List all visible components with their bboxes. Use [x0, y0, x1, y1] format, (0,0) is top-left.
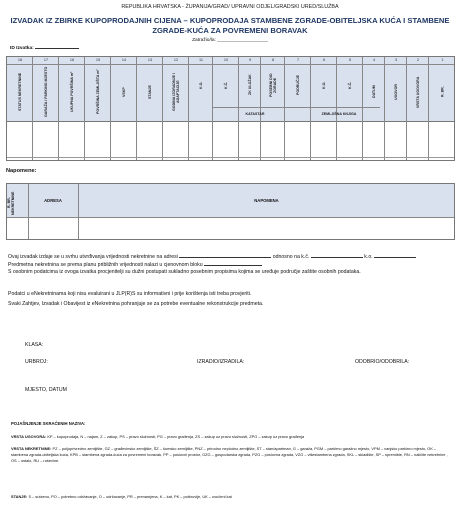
- column-header: UKUPNA POVRŠINA m²: [69, 71, 74, 113]
- zemljisna-group-rule: [298, 107, 380, 108]
- requested-by: Zatražio/la: ___________________: [192, 38, 268, 43]
- column-number: 4: [372, 58, 376, 62]
- mjesto-datum-label: MJESTO, DATUM: [25, 387, 67, 393]
- column-header: GODINA IZGRADNJE / ADAPTACIJE: [171, 73, 180, 112]
- id-field[interactable]: [35, 48, 79, 49]
- legend-heading: POJAŠNJENJE SKRAĆENIH NAZIVA:: [11, 421, 86, 426]
- table-bottom-row-line: [7, 157, 454, 158]
- document-title: [0, 16, 460, 36]
- izradio-label: IZRADIO/IZRADILA:: [197, 359, 245, 365]
- column-number: 7: [296, 58, 300, 62]
- column-number: 14: [121, 58, 127, 62]
- column-number: 18: [17, 58, 23, 62]
- paragraph-purpose: Ovaj izvadak izdaje se u svrhu utvrđivanja vrijednosti nekretnine na adresi odnosno na k.č. k.o.: [8, 252, 454, 261]
- column-number: 13: [147, 58, 153, 62]
- group-zemljisna-knjiga: ZEMLJIŠNA KNJIGA: [321, 112, 357, 116]
- column-number: 3: [394, 58, 398, 62]
- column-number: 9: [248, 58, 252, 62]
- column-number: 12: [173, 58, 179, 62]
- napomene-table: [6, 183, 455, 240]
- column-header: VSKP: [121, 87, 126, 97]
- column-header: DATUM: [371, 85, 376, 99]
- column-header: PODRUČJE: [295, 75, 300, 95]
- klasa-label: KLASA:: [25, 342, 44, 348]
- column-header: K.Č.: [347, 81, 352, 89]
- column-header: GARAŽA / PARKING MJESTO: [43, 66, 48, 118]
- title-line-1: IZVADAK IZ ZBIRKE KUPOPRODAJNIH CIJENA – KUPOPRODAJA STAMBENE ZGRADE-OBITELJSKA KUĆA I STAMBENE: [10, 16, 450, 25]
- legend-stanje: STANJE: S – sutzeno, PO – potrebno održavanje, O – održavanje, PR – prenamjena, K – kat, PK – potkrovlje, UK – uvučeni kat: [11, 494, 232, 499]
- paragraph-privacy: S osobnim podatcima iz ovoga izvatka procjenitelji su dužni postupati sukladno posebnim propisima kojima se uređuje područje zaštite osobnih podataka.: [8, 269, 361, 275]
- column-header: UGOVOR: [393, 84, 398, 100]
- paragraph-archive: Svaki Zahtjev, Izvadak i Obavijest iz eNekretnina pohranjuje se za potrebe eventualne rekonstrukcije predmeta.: [8, 301, 264, 307]
- ko-field[interactable]: [374, 252, 416, 258]
- column-number: 8: [271, 58, 275, 62]
- paragraph-price-block: Predmetna nekretnina se prema planu približnih vrijednosti nalazi u cjenovnom bloku: [8, 260, 454, 269]
- column-header: K.O.: [198, 81, 203, 89]
- paragraph-evaluation: Podatci u eNekretninama koji nisu evaluirani u JLP(R)S su informativni i prije korištenja isti treba provjeriti.: [8, 291, 252, 297]
- id-line: [10, 46, 79, 51]
- napomene-heading: Napomene:: [6, 168, 37, 174]
- odobrio-label: ODOBRIO/ODOBRILA:: [355, 359, 410, 365]
- column-header: STANJE: [147, 85, 152, 99]
- column-number: 15: [95, 58, 101, 62]
- column-number: 1: [441, 58, 444, 62]
- urbroj-label: URBROJ:: [25, 359, 48, 365]
- column-header: K.O.: [321, 81, 326, 89]
- column-number: 11: [199, 58, 203, 62]
- column-header: POSEBNI DIO ZGRADE: [268, 73, 277, 97]
- price-block-field[interactable]: [204, 260, 262, 266]
- kc-field[interactable]: [311, 252, 363, 258]
- authority-header: REPUBLIKA HRVATSKA - ŽUPANIJA/GRAD/ UPRAVNI ODJEL/GRADSKI URED/SLUŽBA: [121, 4, 339, 10]
- column-header: ZK ULOŽAK: [247, 74, 252, 96]
- column-number: 17: [43, 58, 49, 62]
- sales-extract-table: [6, 56, 455, 161]
- column-number: 2: [416, 58, 420, 62]
- column-header: POVRŠINA ZEMLJIŠTA m²: [95, 69, 100, 115]
- column-header: K.Č.: [223, 81, 228, 89]
- column-number: 10: [223, 58, 229, 62]
- title-line-2: ZGRADE-KUĆA ZA POVREMENI BORAVAK: [152, 26, 308, 35]
- column-number: 6: [322, 58, 326, 62]
- id-label: ID Izvatka:: [10, 46, 34, 51]
- napomene-rbr-label: R. BR. NEKRETNINE: [7, 191, 15, 215]
- column-number: 5: [348, 58, 352, 62]
- napomene-col-adresa: [28, 184, 79, 239]
- napomene-adresa-label: ADRESA: [44, 198, 62, 203]
- column-header: VRSTA UGOVORA: [415, 76, 420, 108]
- legend-vrsta-nekretnine: VRSTA NEKRETNINE: PZ – poljoprivredno zemljište, GZ – građevinsko zemljište, ŠZ – šumsko zemljište, PNZ – prirodno neplodno zemljište, ST – stan/apartman, G – garaža, PGM – parkirno garažno mjesto, VPM – vanjsko parkirno mjesto, OK – stambena zgrada-obiteljska kuća, KPB – stambena zgrada-kuća za povremeni boravak, PP – poslovni prostor, OZG – gospodarska zgrada, PZG – poslovna zgrada, VZG – višestambena zgrada, SKL – skladište, SP – spremište, RN – naličite nekretnine , OS – ostalo, RU – ruševine.: [11, 446, 448, 463]
- legend-vrsta-ugovora: VRSTA UGOVORA: KP – kupoprodaja, N – najam, Z – zakup, PS – pravo služnosti, PG – pravo građenja, ZS – zakup uz pravo služnosti, ZPG – zakup uz pravo građenja: [11, 434, 305, 439]
- address-field[interactable]: [179, 252, 271, 258]
- katastar-group-rule: [212, 107, 298, 108]
- napomene-napomena-label: NAPOMENA: [254, 198, 279, 203]
- column-header: R. BR.: [440, 86, 445, 98]
- column-number: 16: [69, 58, 75, 62]
- group-katastar: KATASTAR: [245, 112, 265, 116]
- column-header: STATUS NEKRETNINE: [17, 72, 22, 112]
